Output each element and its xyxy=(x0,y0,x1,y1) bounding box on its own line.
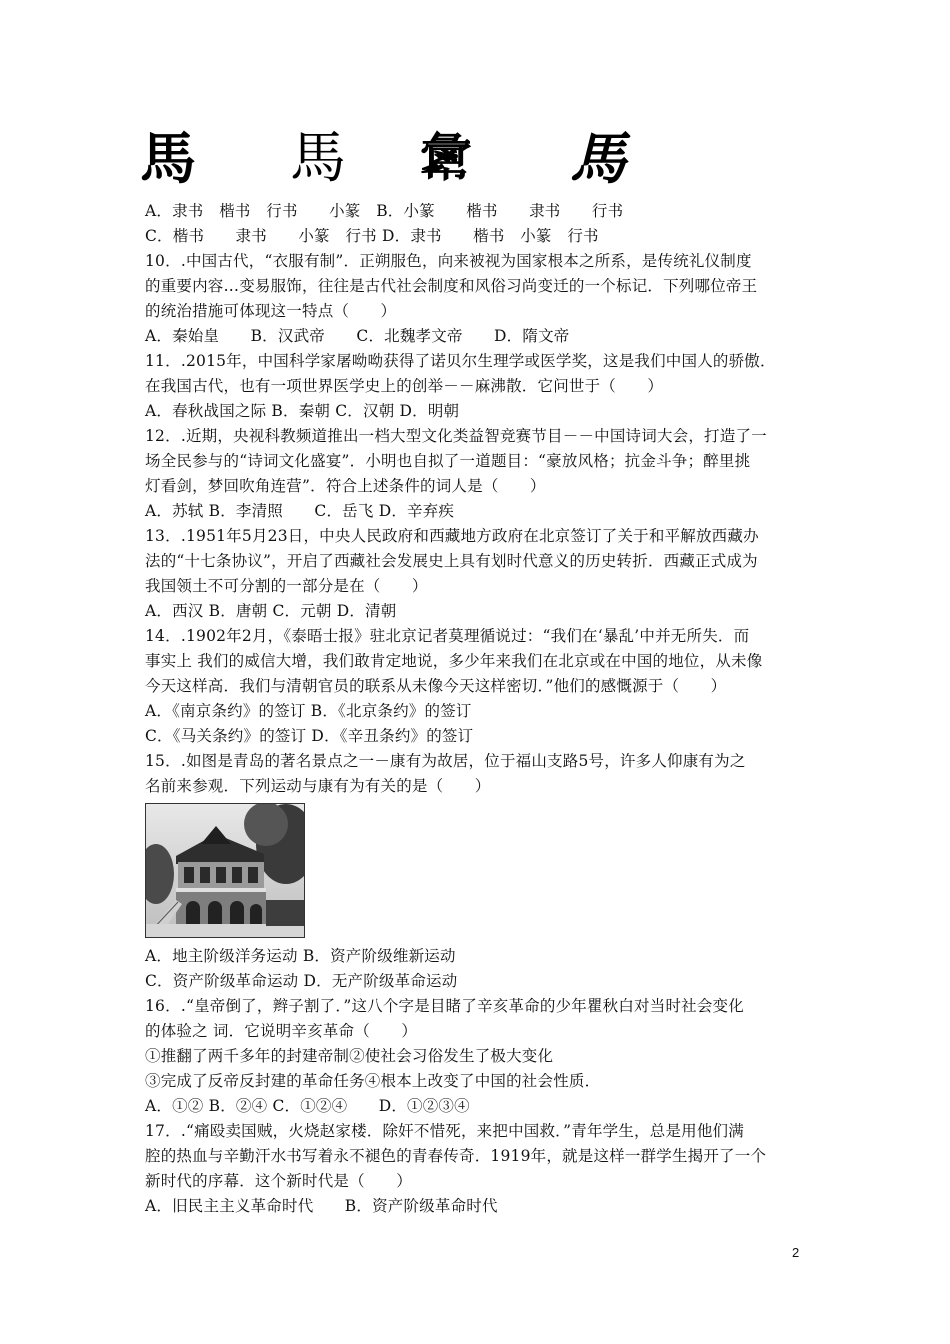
q9-options-line: A．隶书 楷书 行书 小篆 B．小篆 楷书 隶书 行书 xyxy=(145,202,624,220)
question-options: C．资产阶级革命运动 D．无产阶级革命运动 xyxy=(145,972,458,990)
question-text: 场全民参与的“诗词文化盛宴”．小明也自拟了一道题目：“豪放风格；抗金斗争；醉里挑 xyxy=(145,452,751,470)
question-text: 的重要内容…变易服饰，往往是古代社会制度和风俗习尚变迁的一个标记．下列哪位帝王 xyxy=(145,277,758,295)
question-text: 的体验之 词．它说明辛亥革命（ ） xyxy=(145,1022,418,1040)
glyph-kaishu: 馬 xyxy=(290,126,346,191)
page-number: 2 xyxy=(792,1245,800,1260)
question-options: A．旧民主主义革命时代 B．资产阶级革命时代 xyxy=(145,1197,498,1215)
question-text: 16．.“皇帝倒了，辫子割了．”这八个字是目睹了辛亥革命的少年瞿秋白对当时社会变化 xyxy=(145,997,744,1015)
question-text: 12．.近期，央视科教频道推出一档大型文化类益智竞赛节目－－中国诗词大会，打造了一 xyxy=(145,427,767,445)
question-text: 法的“十七条协议”，开启了西藏社会发展史上具有划时代意义的历史转折．西藏正式成为 xyxy=(145,552,758,570)
glyph-lishu: 馬 xyxy=(140,126,196,192)
question-text: 腔的热血与辛勤汗水书写着永不褪色的青春传奇．1919年，就是这样一群学生揭开了一个 xyxy=(145,1147,767,1165)
question-options: A．苏轼 B．李清照 C．岳飞 D．辛弃疾 xyxy=(145,502,455,520)
question-text: 名前来参观．下列运动与康有为有关的是（ ） xyxy=(145,777,491,795)
question-text: 今天这样高．我们与清朝官员的联系从未像今天这样密切．”他们的感慨源于（ ） xyxy=(145,677,727,695)
question-text: 新时代的序幕．这个新时代是（ ） xyxy=(145,1172,412,1190)
question-text: 的统治措施可体现这一特点（ ） xyxy=(145,302,397,320)
question-text: 13．.1951年5月23日，中央人民政府和西藏地方政府在北京签订了关于和平解放西藏办 xyxy=(145,527,759,545)
question-options: A．西汉 B．唐朝 C．元朝 D．清朝 xyxy=(145,602,397,620)
question-options: A．①② B．②④ C．①②④ D．①②③④ xyxy=(145,1097,470,1115)
question-text: 事实上 我们的威信大增，我们敢肯定地说，多少年来我们在北京或在中国的地位，从未像 xyxy=(145,652,763,670)
residence-illustration xyxy=(146,804,305,938)
glyph-xiaozhuan: 𢑷 xyxy=(420,128,473,189)
question-text: 灯看剑，梦回吹角连营”．符合上述条件的词人是（ ） xyxy=(145,477,546,495)
question-options: A．秦始皇 B．汉武帝 C．北魏孝文帝 D．隋文帝 xyxy=(145,327,570,345)
question-text: 15．.如图是青岛的著名景点之一－康有为故居，位于福山支路5号，许多人仰康有为之 xyxy=(145,752,746,770)
question-text: 14．.1902年2月，《泰晤士报》驻北京记者莫理循说过：“我们在‘暴乱’中并无所失．而 xyxy=(145,627,750,645)
question-options: C．《马关条约》的签订 D．《辛丑条约》的签订 xyxy=(145,727,474,745)
question-text: 在我国古代，也有一项世界医学史上的创举－－麻沸散．它问世于（ ） xyxy=(145,377,664,395)
question-options: A．《南京条约》的签订 B．《北京条约》的签订 xyxy=(145,702,472,720)
question-text: 10．.中国古代，“衣服有制”．正朔服色，向来被视为国家根本之所系，是传统礼仪制度 xyxy=(145,252,752,270)
question-text: 17．.“痛殴卖国贼，火烧赵家楼．除奸不惜死，来把中国救．”青年学生，总是用他们满 xyxy=(145,1122,744,1140)
question-options: A．地主阶级洋务运动 B．资产阶级维新运动 xyxy=(145,947,456,965)
glyph-xingshu: 馬 xyxy=(570,126,626,192)
question-text: 11．.2015年，中国科学家屠呦呦获得了诺贝尔生理学或医学奖，这是我们中国人的骄傲． xyxy=(145,352,776,370)
question-options: A．春秋战国之际 B．秦朝 C．汉朝 D．明朝 xyxy=(145,402,460,420)
q9-options-line: C．楷书 隶书 小篆 行书 D．隶书 楷书 小篆 行书 xyxy=(145,227,599,245)
kang-youwei-residence-photo xyxy=(145,803,305,938)
calligraphy-row xyxy=(140,128,630,190)
question-text: 我国领土不可分割的一部分是在（ ） xyxy=(145,577,428,595)
question-statement: ③完成了反帝反封建的革命任务④根本上改变了中国的社会性质． xyxy=(145,1072,601,1090)
question-statement: ①推翻了两千多年的封建帝制②使社会习俗发生了极大变化 xyxy=(145,1047,554,1065)
